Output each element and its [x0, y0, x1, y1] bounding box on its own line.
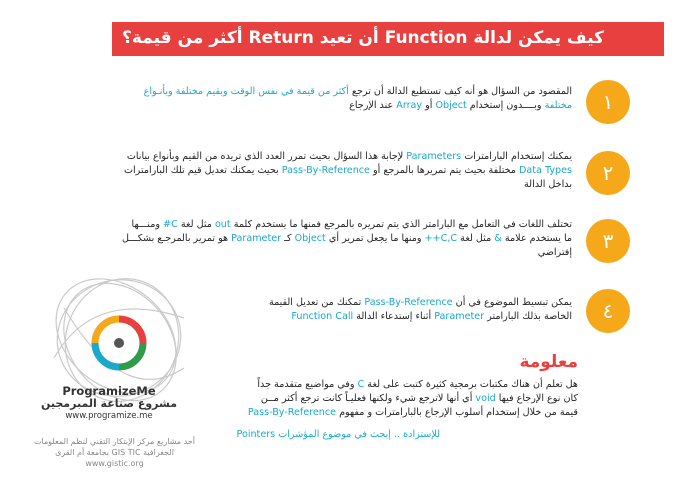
- text-segment: وبــــدون إستخدام: [466, 100, 545, 111]
- text-line: [72, 178, 572, 192]
- credit-url: www.gistic.org: [85, 459, 144, 468]
- highlighted-term: C: [357, 379, 365, 390]
- highlighted-term: Pointers: [236, 429, 276, 440]
- info-title: معلومة: [519, 352, 578, 372]
- text-line: [158, 406, 578, 420]
- text-segment: أو: [422, 100, 436, 111]
- info-more: [180, 428, 440, 442]
- highlighted-term: Pass-By-Reference: [281, 165, 370, 176]
- highlighted-term: Pass-By-Reference: [247, 407, 337, 418]
- text-segment: إفتراضي: [537, 247, 572, 258]
- text-segment: تختلف اللغات في التعامل مع البارامتر الذي يتم تمريره بالمرجع فمنها ما يستخدم كلمة: [230, 219, 572, 230]
- brand-name-en: ProgramizeMe: [62, 384, 156, 398]
- highlighted-term: Function Call: [291, 311, 354, 322]
- highlighted-term: C#: [163, 219, 178, 230]
- text-segment: قيمة من خلال إستخدام أسلوب الإرجاع بالبارامترات و مفهوم: [336, 407, 578, 418]
- credit-block: [12, 436, 217, 469]
- highlighted-term: مختلفة: [544, 100, 572, 111]
- text-segment: بداخل الدالة: [524, 179, 572, 190]
- highlighted-term: void: [475, 393, 496, 404]
- text-line: [212, 296, 572, 310]
- text-line: [72, 246, 572, 260]
- text-segment: مثل لغة: [457, 233, 495, 244]
- text-segment: وفي مواضيع متقدمة جداً: [257, 379, 358, 390]
- highlighted-term: Pass-By-Reference: [364, 297, 453, 308]
- text-segment: كان نوع الإرجاع فيها: [495, 393, 578, 404]
- item-text: [212, 296, 572, 324]
- text-segment: ومنـــها: [131, 219, 164, 230]
- highlighted-term: أكثر من قيمة في نفس الوقت وبقيم مختلفة وبأنـواع: [143, 86, 349, 97]
- text-segment: الخاصة بذلك البارامتر: [484, 311, 572, 322]
- text-segment: المقصود من السؤال هو أنه كيف تستطيع الدالة أن ترجع: [348, 86, 572, 97]
- highlighted-term: C,C++: [424, 233, 458, 244]
- highlighted-term: Parameters: [406, 151, 462, 162]
- text-segment: كـ: [281, 233, 295, 244]
- highlighted-term: &: [494, 233, 502, 244]
- text-line: [180, 428, 440, 442]
- page-title: كيف يمكن لدالة Function أن تعيد Return أكثر من قيمة؟: [122, 28, 604, 48]
- highlighted-term: out: [214, 219, 231, 230]
- text-line: [72, 232, 572, 246]
- people-circle-icon: [89, 313, 149, 373]
- text-segment: أي أنها لاترجع شيء ولكنها فعليـاً كانت ترجع أكثر مــن: [260, 393, 476, 404]
- item-number-badge: ٢: [586, 151, 630, 195]
- highlighted-term: Array: [396, 100, 423, 111]
- text-line: [72, 164, 572, 178]
- text-segment: أثناء إستدعاء الدالة: [353, 311, 435, 322]
- text-segment: ومنها ما يجعل تمرير أي: [325, 233, 425, 244]
- text-segment: تمكنك من تعديل القيمة: [268, 297, 365, 308]
- text-segment: يمكن تبسيط الموضوع في أن: [452, 297, 572, 308]
- text-line: [72, 150, 572, 164]
- item-text: [72, 85, 572, 113]
- text-segment: ما يستخدم علامة: [501, 233, 572, 244]
- text-line: [72, 99, 572, 113]
- text-segment: مختلفة بحيث يتم تمريرها بالمرجع أو: [369, 165, 519, 176]
- highlighted-term: Object: [294, 233, 326, 244]
- item-number-badge: ٤: [586, 289, 630, 333]
- brand-url: www.programize.me: [65, 411, 153, 421]
- credit-line: أحد مشاريع مركز الإبتكار التقني لنظم المعلومات: [33, 437, 196, 446]
- text-segment: عند الإرجاع: [349, 100, 397, 111]
- text-line: [212, 310, 572, 324]
- text-segment: بحيث يمكنك تعديل قيم تلك البارامترات: [123, 165, 282, 176]
- text-segment: هو تمرير بالمرجـع بشكـــل: [122, 233, 232, 244]
- title-banner: [112, 22, 664, 56]
- credit-line: الجغرافية GIS TIC بجامعة أم القرى: [55, 448, 174, 457]
- text-line: [158, 392, 578, 406]
- info-text: [158, 378, 578, 420]
- highlighted-term: Object: [435, 100, 467, 111]
- text-line: [72, 85, 572, 99]
- highlighted-term: Parameter: [231, 233, 282, 244]
- item-text: [72, 150, 572, 192]
- item-number-badge: ٣: [586, 219, 630, 263]
- text-line: [158, 378, 578, 392]
- item-number-badge: ١: [586, 80, 630, 124]
- highlighted-term: Data Types: [519, 165, 572, 176]
- highlighted-term: Parameter: [434, 311, 485, 322]
- text-segment: هل تعلم أن هناك مكتبات برمجية كثيرة كتبت على لغة: [364, 379, 578, 390]
- text-segment: يمكنك إستخدام البارامترات: [461, 151, 572, 162]
- brand-name-ar: مشروع صناعة المبرمجين: [40, 397, 178, 410]
- text-line: [72, 218, 572, 232]
- item-text: [72, 218, 572, 260]
- text-segment: لإجابة هذا السؤال بحيث تمرر العدد الذي تريده من القيم وبأنواع بيانات: [126, 151, 407, 162]
- highlighted-term: للإستزادة .. إبحث في موضوع المؤشرات: [278, 429, 440, 440]
- text-segment: مثل لغة: [177, 219, 215, 230]
